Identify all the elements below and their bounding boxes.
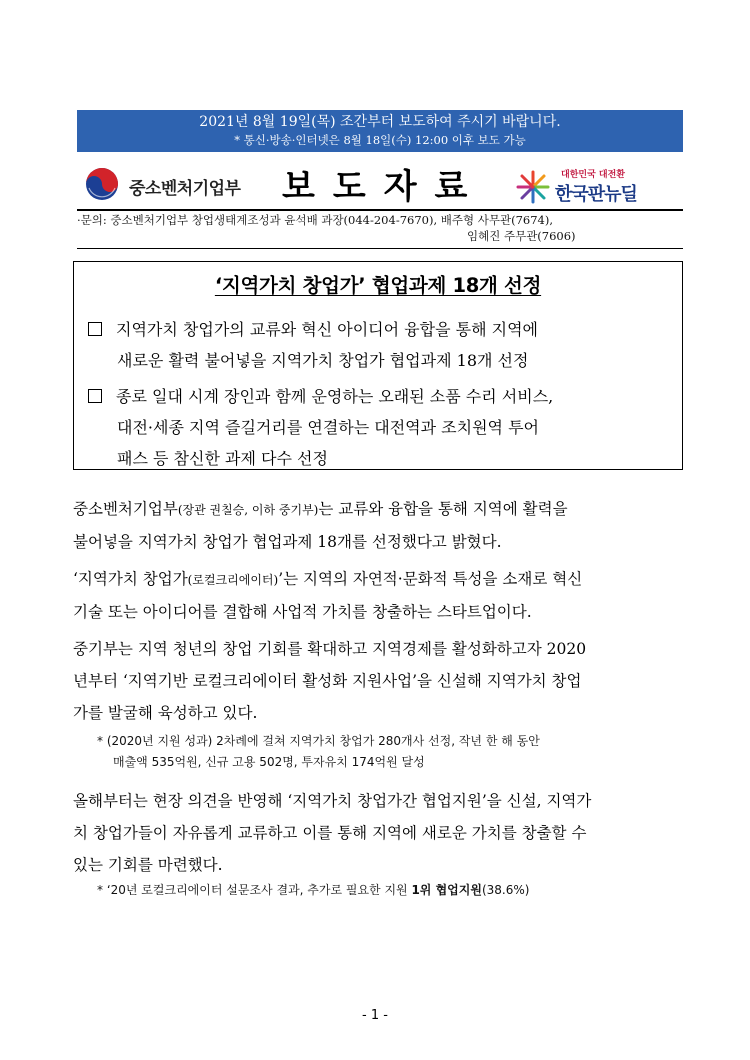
ministry-name: 중소벤처기업부 [129,179,241,199]
bullet-line: 대전·세종 지역 즐길거리를 연결하는 대전역과 조치원역 투어 [117,418,540,437]
page-number: - 1 - [362,1008,388,1023]
text-run: (38.6%) [481,883,530,897]
contact-line-2: 임혜진 주무관(7606) [467,229,576,243]
text-line: 매출액 535억원, 신규 고용 502명, 투자유치 174억원 달성 [113,755,425,769]
contact-line-1: ·문의: 중소벤처기업부 창업생태계조성과 윤석배 과장(044-204-7670), 배주형 사무관(7674), [77,213,553,227]
summary-bullet [88,314,668,376]
text-line: 치 창업가들이 자유롭게 교류하고 이를 통해 지역에 새로운 가치를 창출할 수 [73,824,587,842]
text-run: * ‘20년 로컬크리에이터 설문조사 결과, 추가로 필요한 지원 [97,883,412,897]
text-line: 있는 기회를 마련했다. [73,856,223,874]
text-line: 기술 또는 아이디어를 결합해 사업적 가치를 창출하는 스타트업이다. [73,603,532,621]
text-line: 가를 발굴해 육성하고 있다. [73,704,258,722]
header-divider [77,209,683,211]
taegeuk-logo-icon [85,167,119,201]
bullet-line: 지역가치 창업가의 교류와 혁신 아이디어 융합을 통해 지역에 [116,320,539,339]
headline-text: ‘지역가치 창업가’ 협업과제 18개 선정 [214,274,542,297]
footnote-1 [97,731,677,773]
text-run: 중소벤처기업부 [73,500,178,518]
bullet-line: 패스 등 참신한 과제 다수 선정 [117,449,328,468]
body-paragraph-1 [73,493,683,558]
footnote-2 [97,880,677,901]
text-run: (장관 권칠승, 이하 중기부) [177,503,319,517]
new-deal-name: 한국판뉴딜 [555,184,637,205]
contact-info [77,212,683,244]
text-line: 중기부는 지역 청년의 창업 기회를 확대하고 지역경제를 활성화하고자 2020 [73,640,587,658]
press-header [77,155,683,211]
headline [74,270,682,298]
checkbox-square-icon [88,389,102,403]
new-deal-subtitle: 대한민국 대전환 [561,170,625,180]
text-run-bold: 1위 협업지원 [411,883,482,897]
body-paragraph-2 [73,563,683,628]
checkbox-square-icon [88,322,102,336]
press-release-title: 보도자료 [282,167,486,207]
body-paragraph-4 [73,785,683,881]
text-line: 년부터 ‘지역기반 로컬크리에이터 활성화 지원사업’을 신설해 지역가치 창업 [73,672,582,690]
text-line: * (2020년 지원 성과) 2차례에 걸쳐 지역가치 창업가 280개사 선정, 작년 한 해 동안 [97,734,540,748]
text-run: (로컬크리에이터) [187,573,279,587]
contact-divider [77,248,683,249]
text-run: ‘지역가치 창업가 [73,570,188,588]
bullet-line: 새로운 활력 불어넣을 지역가치 창업가 협업과제 18개 선정 [117,351,529,370]
summary-bullet [88,381,668,474]
summary-box [73,261,683,470]
embargo-banner [77,110,683,152]
text-run: 는 교류와 융합을 통해 지역에 활력을 [318,500,568,518]
text-line: 올해부터는 현장 의견을 반영해 ‘지역가치 창업가간 협업지원’을 신설, 지역가 [73,792,592,810]
embargo-line-2: * 통신·방송·인터넷은 8월 18일(수) 12:00 이후 보도 가능 [234,133,526,147]
body-paragraph-3 [73,633,683,729]
text-run: ’는 지역의 자연적·문화적 특성을 소재로 혁신 [278,570,583,588]
bullet-line: 종로 일대 시계 장인과 함께 운영하는 오래된 소품 수리 서비스, [116,387,554,406]
embargo-line-1: 2021년 8월 19일(목) 조간부터 보도하여 주시기 바랍니다. [199,114,561,130]
text-line: 불어넣을 지역가치 창업가 협업과제 18개를 선정했다고 밝혔다. [73,533,502,551]
new-deal-logo-icon [515,169,551,205]
